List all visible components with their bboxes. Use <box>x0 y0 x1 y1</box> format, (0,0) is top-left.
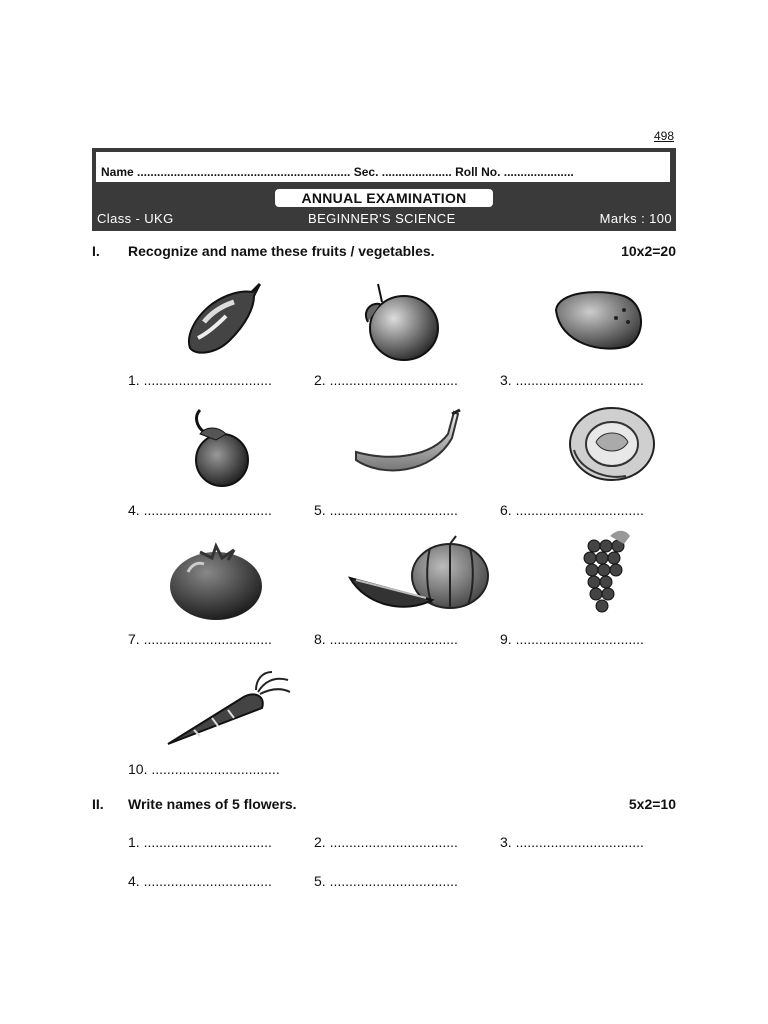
section-question: Recognize and name these fruits / vegetables. <box>128 243 435 259</box>
answer-blank-10[interactable]: 10. ................................. <box>128 761 280 777</box>
grapes-image <box>580 528 632 614</box>
flower-blank-1[interactable]: 1. ................................. <box>128 834 272 850</box>
answer-blank-8[interactable]: 8. ................................. <box>314 631 458 647</box>
page-number: 498 <box>654 129 675 143</box>
answer-blank-2[interactable]: 2. ................................. <box>314 372 458 388</box>
flower-blank-4[interactable]: 4. ................................. <box>128 873 272 889</box>
section-marks: 10x2=20 <box>621 243 676 259</box>
answer-blank-5[interactable]: 5. ................................. <box>314 502 458 518</box>
marks-label: Marks : 100 <box>599 211 672 226</box>
answer-blank-3[interactable]: 3. ................................. <box>500 372 644 388</box>
answer-blank-7[interactable]: 7. ................................. <box>128 631 272 647</box>
answer-blank-1[interactable]: 1. ................................. <box>128 372 272 388</box>
banana-image <box>352 408 464 478</box>
section-number: I. <box>92 243 100 259</box>
answer-blank-4[interactable]: 4. ................................. <box>128 502 272 518</box>
exam-title: ANNUAL EXAMINATION <box>275 189 493 207</box>
tomato-image <box>168 542 264 622</box>
mango-image <box>360 282 442 362</box>
answer-blank-9[interactable]: 9. ................................. <box>500 631 644 647</box>
flower-blank-5[interactable]: 5. ................................. <box>314 873 458 889</box>
brinjal-image <box>186 404 254 488</box>
papaya-image <box>182 282 266 358</box>
cabbage-image <box>566 402 658 482</box>
exam-header <box>92 148 676 231</box>
flower-blank-2[interactable]: 2. ................................. <box>314 834 458 850</box>
flower-blank-3[interactable]: 3. ................................. <box>500 834 644 850</box>
section-number: II. <box>92 796 104 812</box>
answer-blank-6[interactable]: 6. ................................. <box>500 502 644 518</box>
subject-label: BEGINNER'S SCIENCE <box>308 211 456 226</box>
potato-image <box>548 286 648 352</box>
section-marks: 5x2=10 <box>628 796 676 812</box>
watermelon-image <box>346 534 492 614</box>
student-details-line: Name ................................................................ Sec. ..................... Roll No. ..................... <box>96 152 670 182</box>
carrot-image <box>164 670 294 750</box>
section-question: Write names of 5 flowers. <box>128 796 297 812</box>
class-label: Class - UKG <box>97 211 174 226</box>
